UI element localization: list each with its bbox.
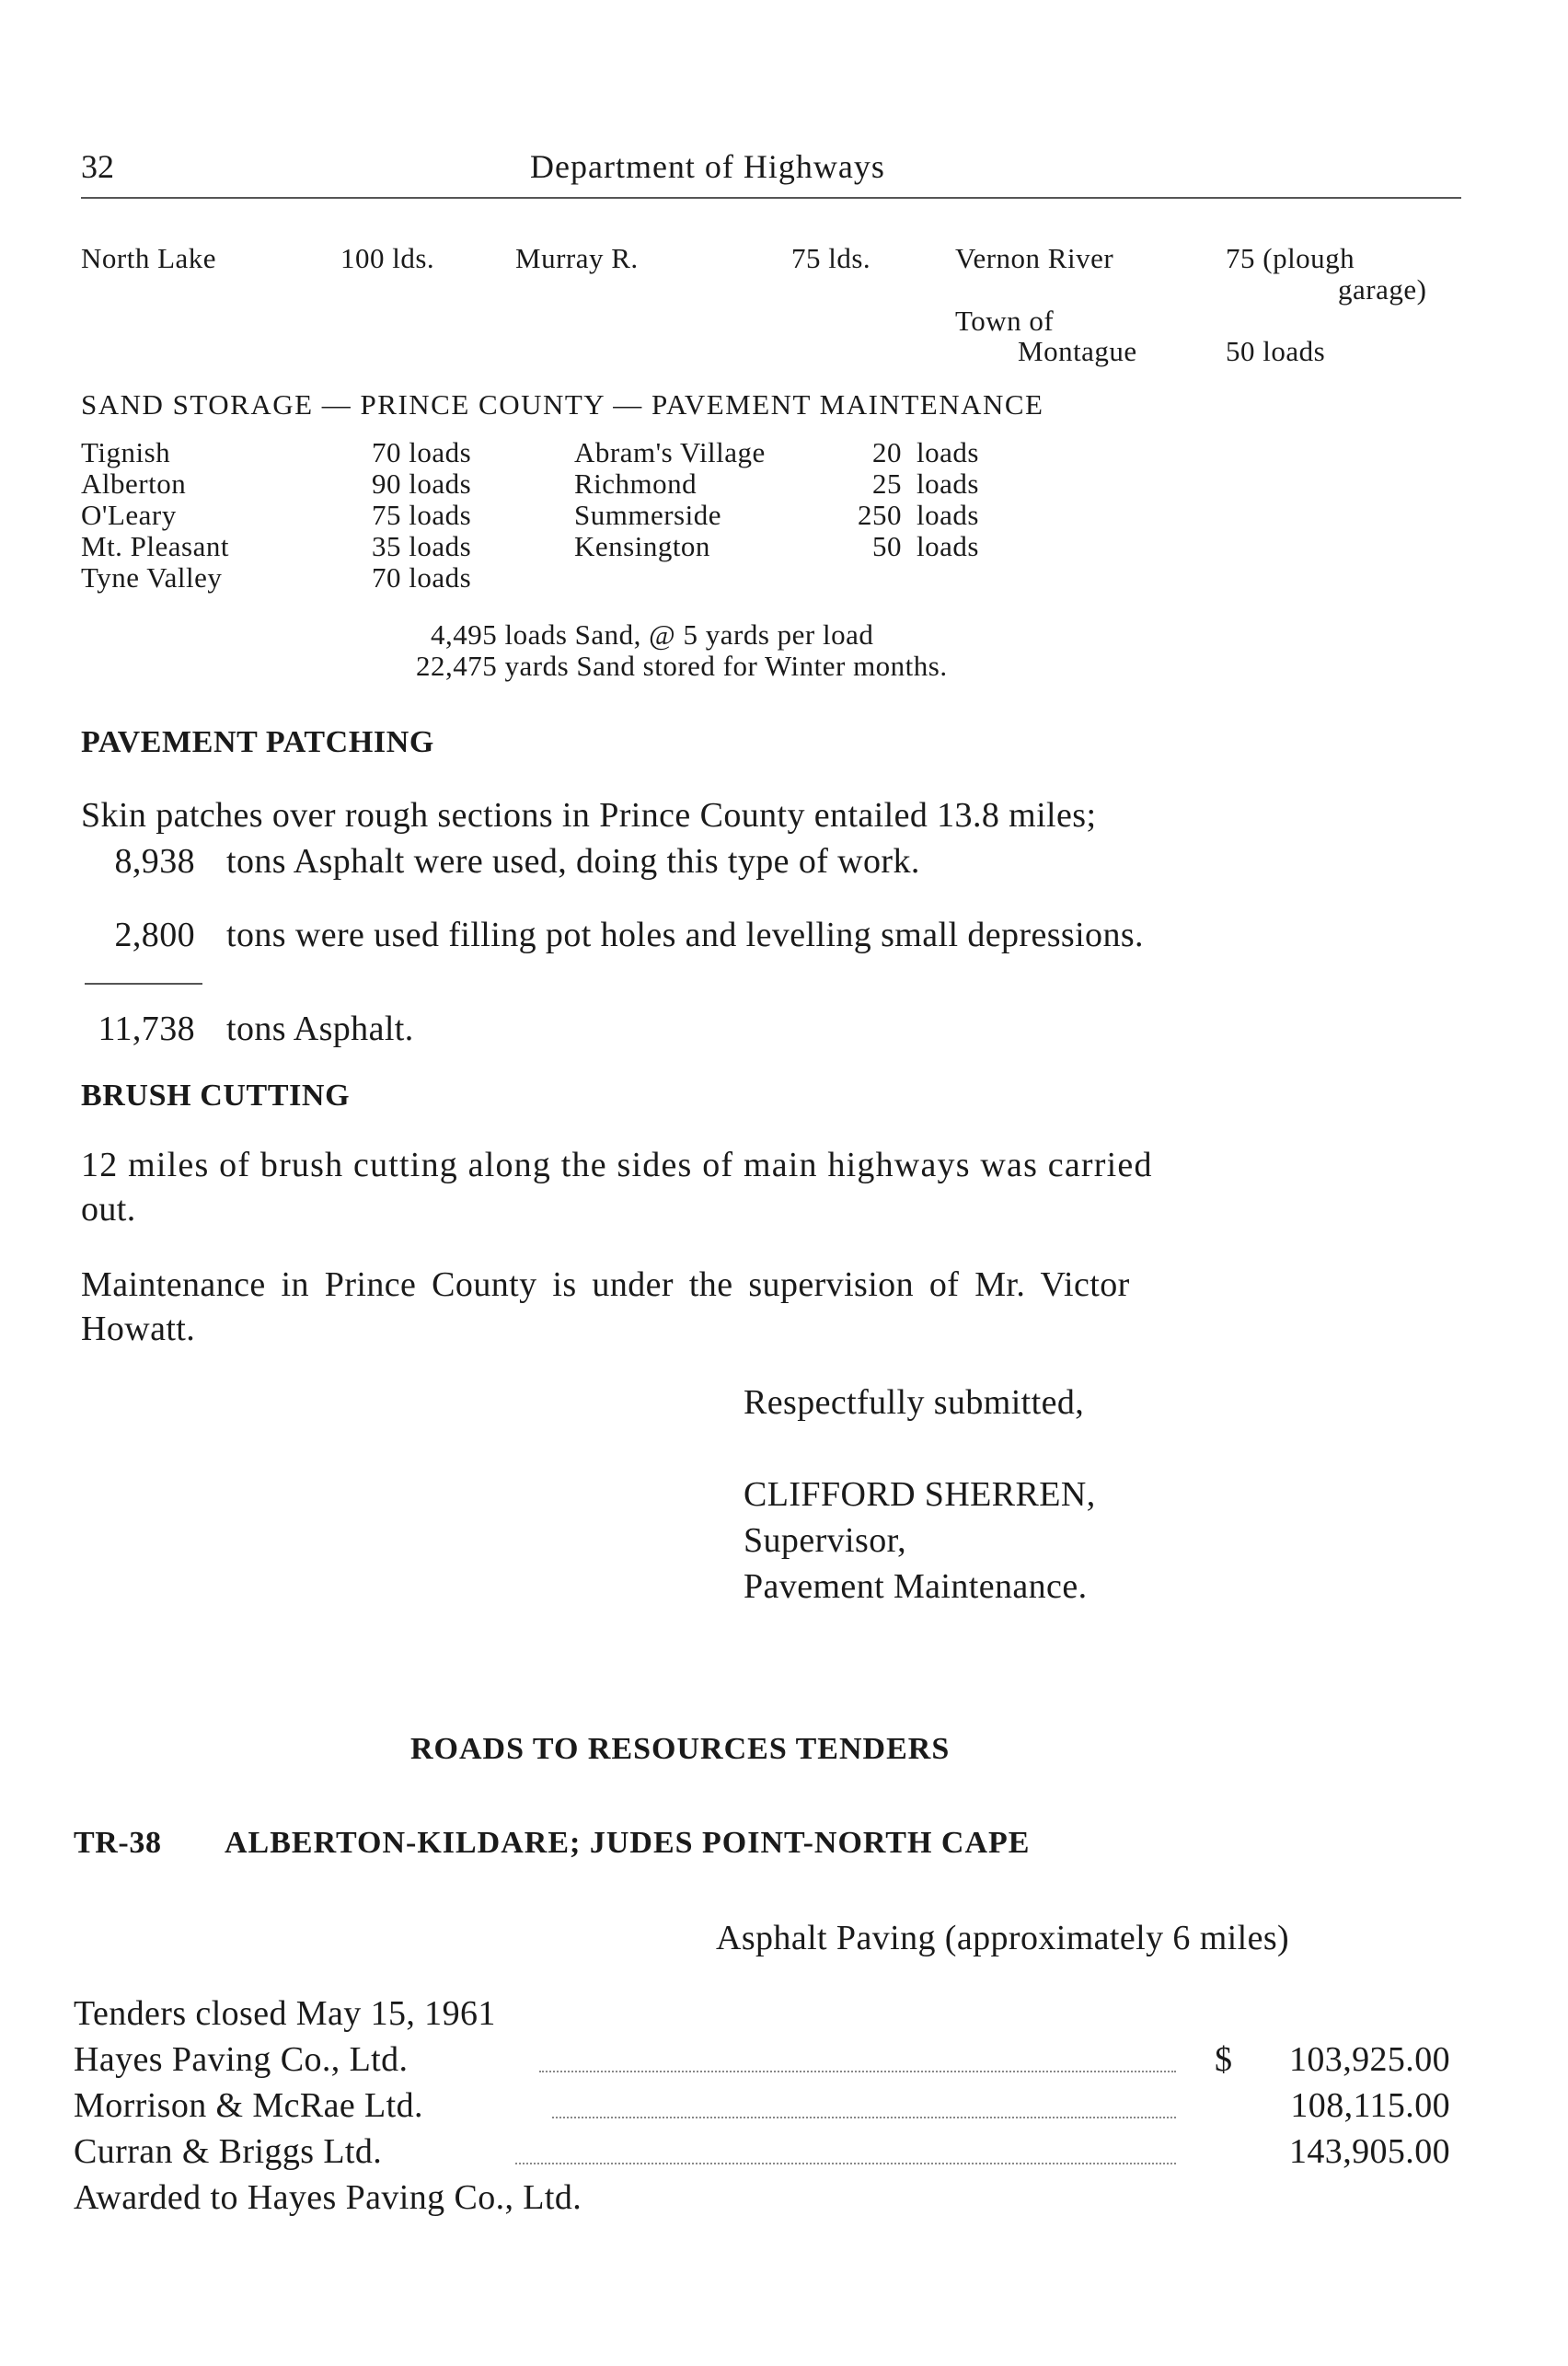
location-loads-unit: loads [917,499,979,531]
page-title: Department of Highways [530,148,885,185]
awarded-to: Awarded to Hayes Paving Co., Ltd. [74,2178,582,2217]
sand-storage-heading: SAND STORAGE — PRINCE COUNTY — PAVEMENT MAINTENANCE [81,388,1044,421]
location-loads: 35 loads [372,530,472,562]
montague-value: 50 loads [1226,335,1326,367]
location-loads: 70 loads [372,561,472,594]
patching-tons-total: 11,738 [98,1010,195,1048]
location-name: Kensington [574,530,710,562]
maintenance-paragraph-line1: Maintenance in Prince County is under the supervision of Mr. Victor [81,1265,1130,1304]
pavement-patching-heading: PAVEMENT PATCHING [81,725,434,759]
location-name: Tignish [81,436,171,468]
patching-tons-2: 2,800 [114,916,195,954]
signatory-title: Supervisor, [744,1521,907,1560]
location-loads-number: 250 [858,499,902,531]
closing: Respectfully submitted, [744,1383,1085,1422]
north-lake-label: North Lake [81,242,217,274]
location-loads: 75 loads [372,499,472,531]
town-of-label: Town of [955,305,1055,337]
brush-cutting-heading: BRUSH CUTTING [81,1079,351,1113]
vernon-river-label: Vernon River [955,242,1114,274]
location-name: Richmond [574,467,698,500]
signatory-name: CLIFFORD SHERREN, [744,1475,1096,1514]
location-loads: 70 loads [372,436,472,468]
bid-amount: 108,115.00 [1290,2086,1450,2125]
location-name: Alberton [81,467,187,500]
montague-label: Montague [1018,335,1137,367]
location-loads-unit: loads [917,530,979,562]
tender-description: Asphalt Paving (approximately 6 miles) [716,1919,1290,1957]
murray-river-label: Murray R. [515,242,639,274]
brush-paragraph-line2: out. [81,1190,136,1229]
header-rule [81,197,1461,199]
north-lake-value: 100 lds. [340,242,435,274]
vernon-river-value-cont: garage) [1338,273,1427,306]
bid-company: Morrison & McRae Ltd. [74,2086,423,2125]
tender-code: TR-38 [74,1826,162,1860]
patching-intro: Skin patches over rough sections in Prince County entailed 13.8 miles; [81,796,1097,835]
location-loads: 90 loads [372,467,472,500]
location-loads-number: 25 [872,467,902,500]
maintenance-paragraph-line2: Howatt. [81,1310,196,1348]
tenders-heading: ROADS TO RESOURCES TENDERS [410,1732,951,1766]
patching-desc-total: tons Asphalt. [226,1010,414,1048]
location-loads-unit: loads [917,467,979,500]
bid-amount: 103,925.00 [1289,2040,1450,2079]
leader-dots [552,2117,1176,2118]
patching-tons-1: 8,938 [114,842,195,881]
sand-total-yards: 22,475 yards Sand stored for Winter months. [416,650,948,682]
tender-project: ALBERTON-KILDARE; JUDES POINT-NORTH CAPE [225,1826,1031,1860]
tenders-closed: Tenders closed May 15, 1961 [74,1994,496,2033]
page-number: 32 [81,148,114,185]
leader-dots [515,2163,1176,2164]
leader-dots [539,2071,1176,2072]
location-name: Tyne Valley [81,561,223,594]
location-loads-number: 50 [872,530,902,562]
patching-desc-1: tons Asphalt were used, doing this type of work. [226,842,920,881]
location-loads-number: 20 [872,436,902,468]
patching-desc-2: tons were used filling pot holes and levelling small depressions. [226,916,1144,954]
sum-rule [85,983,202,985]
murray-river-value: 75 lds. [791,242,871,274]
location-name: Summerside [574,499,721,531]
signatory-department: Pavement Maintenance. [744,1567,1088,1606]
location-name: Mt. Pleasant [81,530,229,562]
location-name: O'Leary [81,499,177,531]
location-name: Abram's Village [574,436,766,468]
vernon-river-value: 75 (plough [1226,242,1355,274]
bid-amount: 143,905.00 [1289,2132,1450,2171]
brush-paragraph-line1: 12 miles of brush cutting along the sides of main highways was carried [81,1146,1153,1184]
location-loads-unit: loads [917,436,979,468]
bid-company: Curran & Briggs Ltd. [74,2132,383,2171]
bid-currency: $ [1215,2040,1233,2079]
bid-company: Hayes Paving Co., Ltd. [74,2040,409,2079]
sand-total-loads: 4,495 loads Sand, @ 5 yards per load [431,618,874,651]
